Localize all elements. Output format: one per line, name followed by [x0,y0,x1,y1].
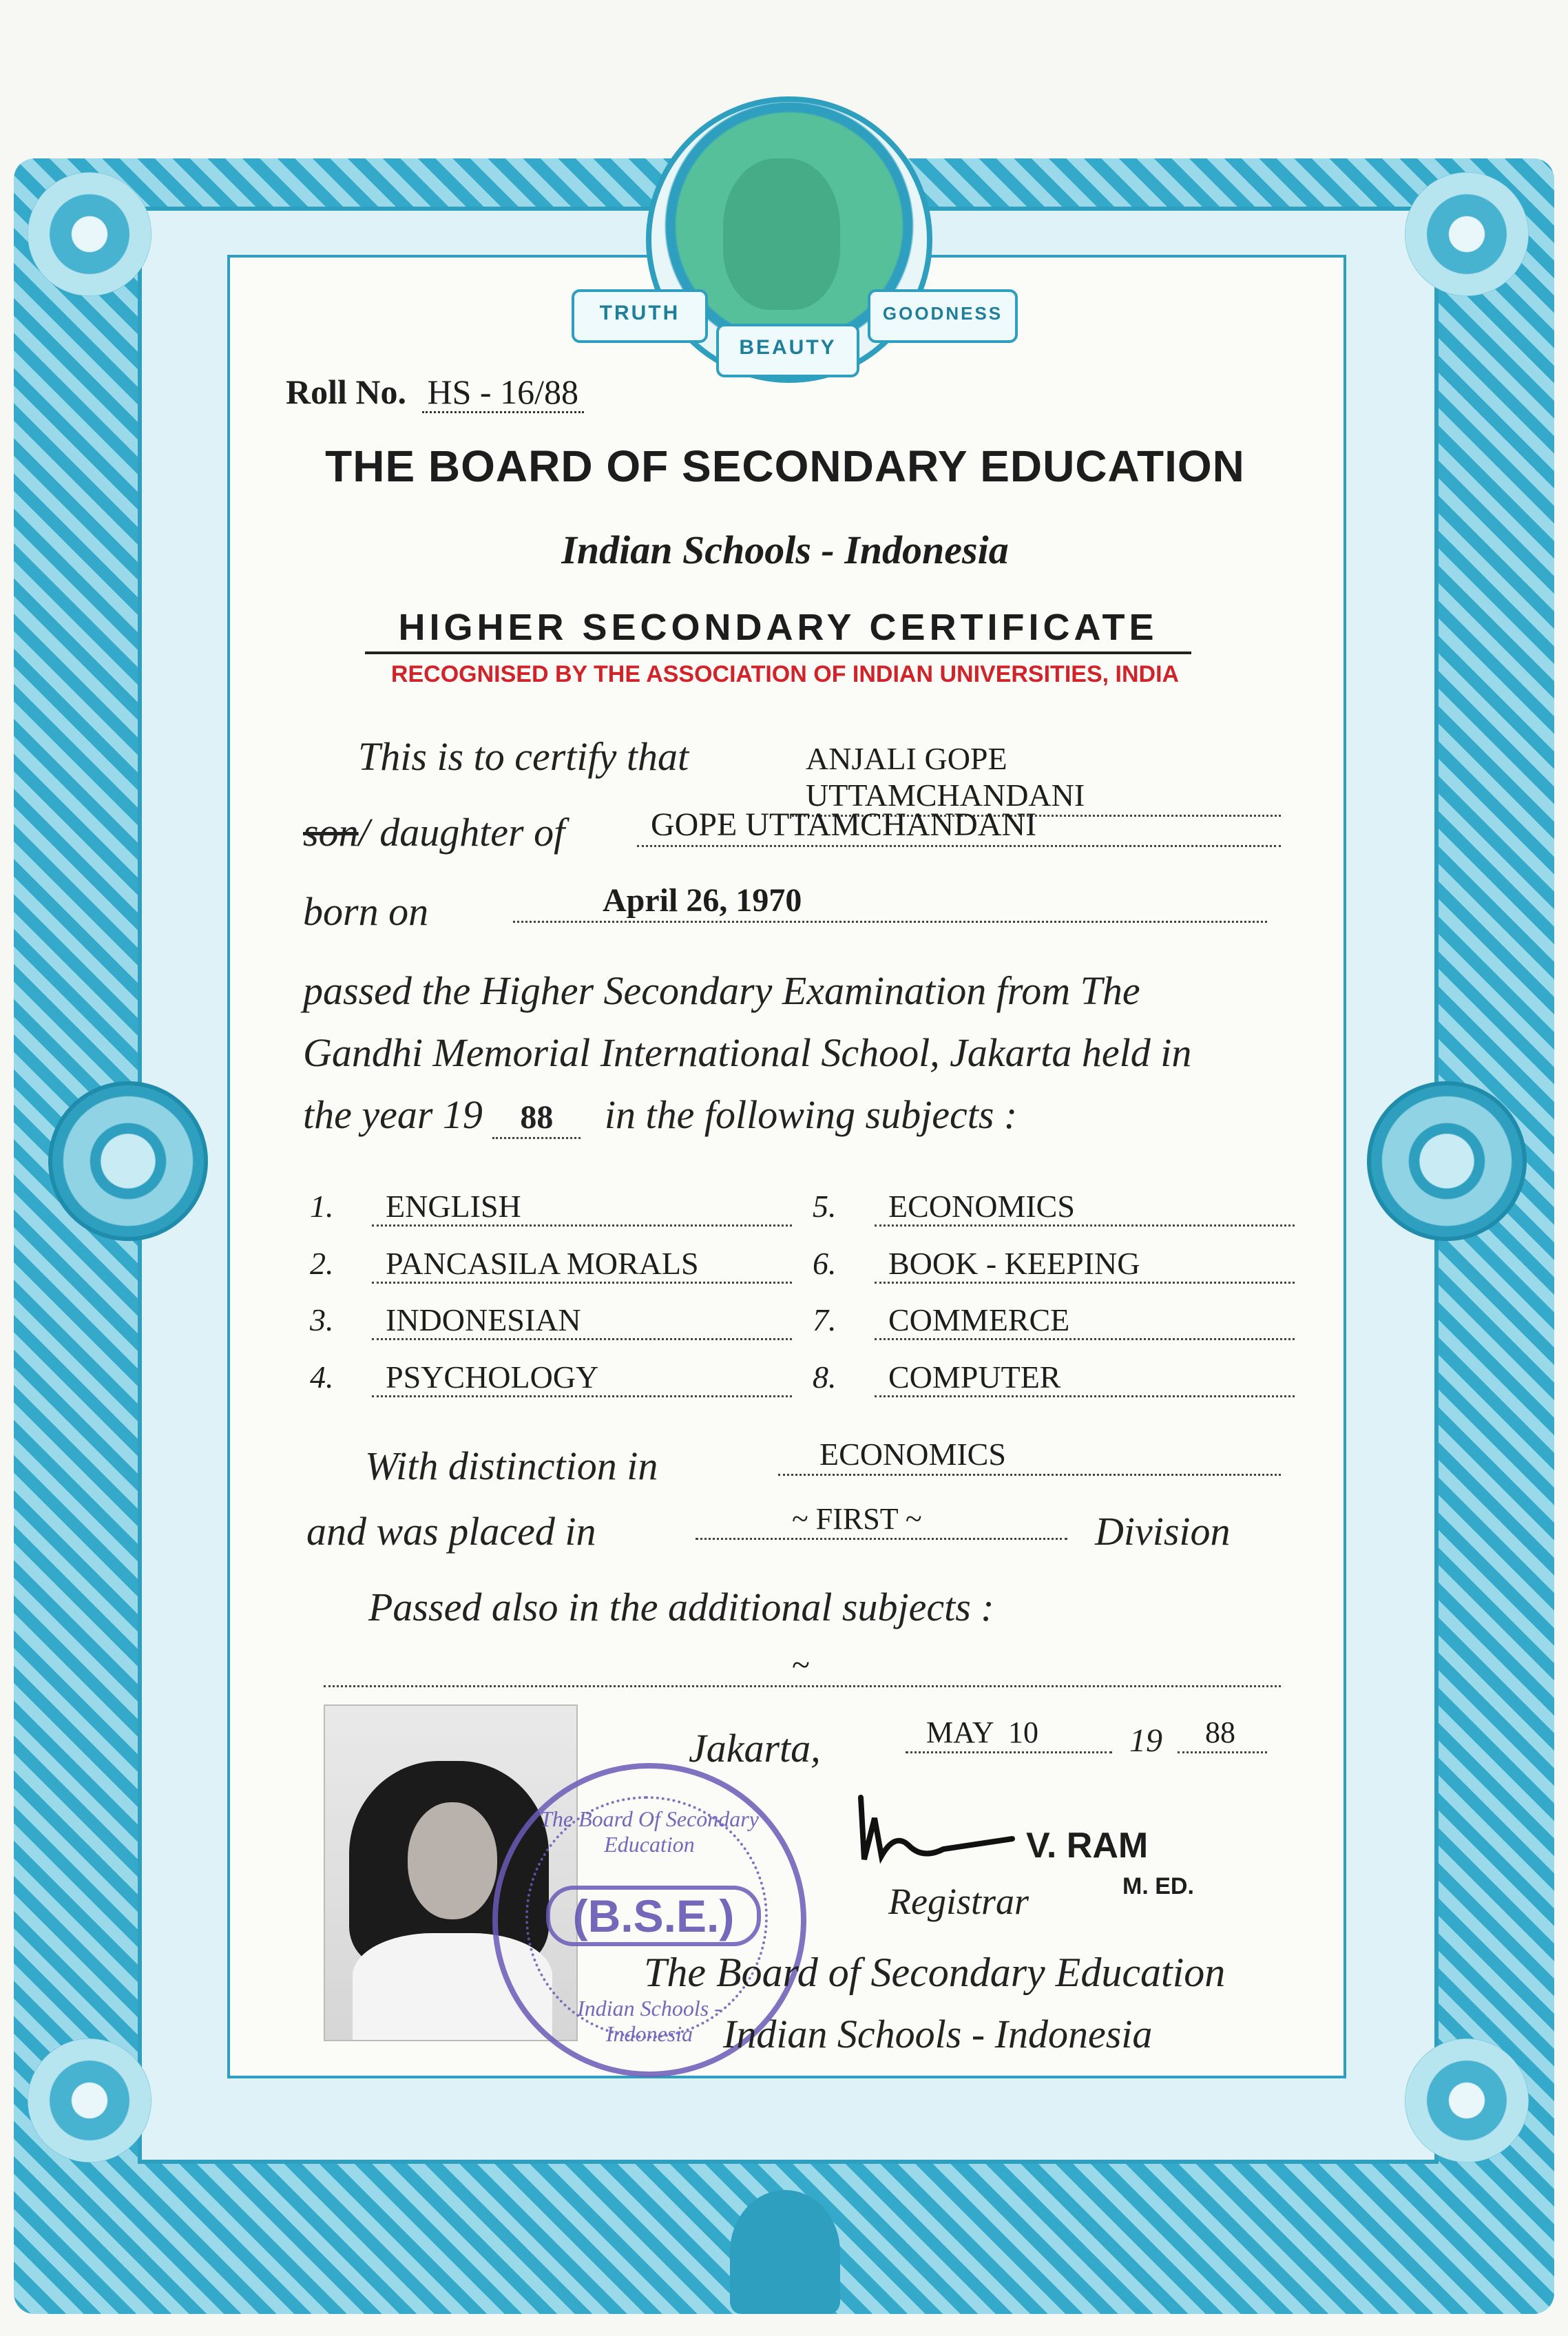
parent-name: GOPE UTTAMCHANDANI [637,806,1281,847]
roll-value: HS - 16/88 [422,373,584,413]
subject-number: 6. [813,1246,837,1281]
division-label: Division [1095,1509,1231,1554]
passed-line-1: passed the Higher Secondary Examination from The [303,968,1140,1013]
subject-name: PSYCHOLOGY [372,1359,792,1397]
student-name: ANJALI GOPE UTTAMCHANDANI [792,740,1281,817]
son-struck: son [303,810,359,855]
subject-name: ECONOMICS [875,1188,1295,1227]
roll-label: Roll No. [286,373,406,411]
stamp-bottom-text: Indian Schools - Indonesia [577,1996,722,2046]
roll-number [286,372,584,412]
flower-ornament-top-right [1405,172,1529,296]
subject-row [310,1359,792,1397]
signatory-name: V. RAM [1026,1826,1149,1866]
born-label: born on [303,889,429,934]
place-label: Jakarta, [689,1726,821,1771]
relation-label [303,809,565,855]
placed-label: and was placed in [306,1509,596,1554]
stamp-center-text: (B.S.E.) [546,1886,761,1946]
subject-number: 5. [813,1189,837,1224]
daughter-label: / daughter of [358,810,565,855]
issuing-board-line-1: The Board of Secondary Education [644,1950,1226,1995]
flower-ornament-bottom-left [28,2038,151,2162]
additional-subjects-label: Passed also in the additional subjects : [368,1585,994,1629]
subject-row [310,1188,792,1227]
certify-label: This is to certify that [358,734,689,779]
side-medallion-right [1367,1081,1527,1241]
subject-number: 7. [813,1302,837,1337]
bottom-crest-ornament [730,2190,840,2314]
subject-row [813,1188,1295,1227]
subject-row [813,1302,1295,1340]
birth-date: April 26, 1970 [513,882,1267,923]
issue-year: 88 [1178,1715,1267,1753]
year-line [303,1092,1017,1138]
signatory-degree: M. ED. [1122,1873,1194,1899]
passed-line-2: Gandhi Memorial International School, Jakarta held in [303,1030,1192,1075]
registrar-title: Registrar [888,1881,1029,1922]
subject-row [310,1245,792,1284]
subject-row [813,1245,1295,1284]
gandhi-portrait [723,158,840,310]
subject-name: PANCASILA MORALS [372,1245,792,1284]
distinction-subject: ECONOMICS [778,1436,1281,1476]
year-suffix: in the following subjects : [604,1092,1018,1137]
schools-subtitle: Indian Schools - Indonesia [561,528,1009,572]
photo-face [408,1802,497,1919]
subject-row [310,1302,792,1340]
exam-year: 88 [492,1099,581,1139]
registrar-signature [847,1791,1019,1873]
recognition-line: RECOGNISED BY THE ASSOCIATION OF INDIAN UNIVERSITIES, INDIA [390,661,1180,687]
issuing-board-line-2: Indian Schools - Indonesia [723,2012,1153,2056]
ribbon-goodness: GOODNESS [868,289,1018,343]
subject-name: BOOK - KEEPING [875,1245,1295,1284]
board-title: THE BOARD OF SECONDARY EDUCATION [325,441,1245,491]
subject-name: INDONESIAN [372,1302,792,1340]
additional-subjects-value: ~ [324,1646,1281,1687]
flower-ornament-top-left [28,172,151,296]
side-medallion-left [48,1081,208,1241]
issue-year-prefix: 19 [1129,1722,1162,1759]
subject-name: COMMERCE [875,1302,1295,1340]
subject-number: 4. [310,1359,334,1395]
subject-row [813,1359,1295,1397]
subject-number: 3. [310,1302,334,1337]
issue-month-day: MAY 10 [906,1715,1112,1753]
stamp-top-text: The Board Of Secondary Education [540,1806,759,1857]
subject-name: ENGLISH [372,1188,792,1227]
subject-number: 1. [310,1189,334,1224]
distinction-label: With distinction in [365,1443,658,1488]
flower-ornament-bottom-right [1405,2038,1529,2162]
division-value: ~ FIRST ~ [696,1501,1067,1540]
ribbon-beauty: BEAUTY [716,324,859,377]
subject-name: COMPUTER [875,1359,1295,1397]
ribbon-truth: TRUTH [572,289,708,343]
certificate-title: HIGHER SECONDARY CERTIFICATE [365,606,1191,654]
subject-number: 2. [310,1246,334,1281]
year-prefix: the year 19 [303,1092,483,1137]
subject-number: 8. [813,1359,837,1395]
